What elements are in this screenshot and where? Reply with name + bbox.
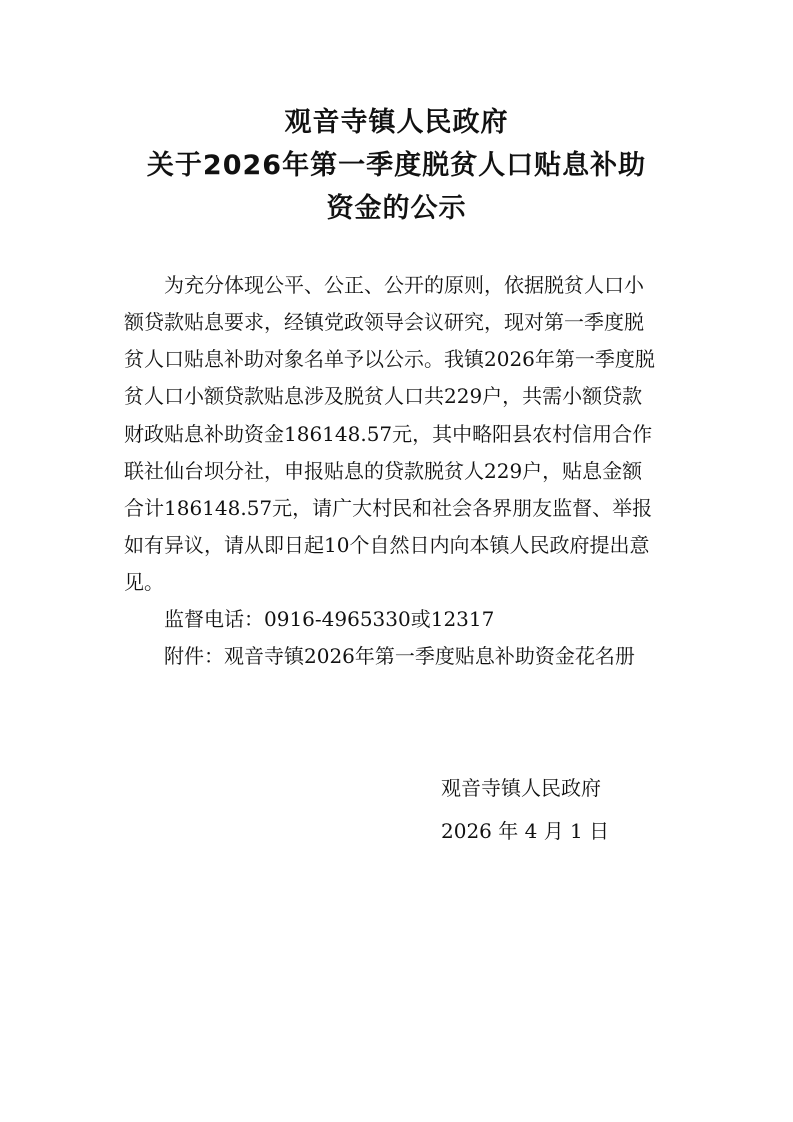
paragraph-line-4: 贫人口小额贷款贴息涉及脱贫人口共229户，共需小额贷款	[124, 384, 643, 408]
paragraph-line-1: 为充分体现公平、公正、公开的原则，依据脱贫人口小	[164, 273, 644, 297]
title-line-2: 关于2026年第一季度脱贫人口贴息补助	[146, 150, 647, 181]
attachment-note: 附件：观音寺镇2026年第一季度贴息补助资金花名册	[164, 644, 635, 668]
paragraph-line-3: 贫人口贴息补助对象名单予以公示。我镇2026年第一季度脱	[124, 347, 655, 371]
paragraph-line-2: 额贷款贴息要求，经镇党政领导会议研究，现对第一季度脱	[124, 310, 644, 334]
paragraph-line-6: 联社仙台坝分社，申报贴息的贷款脱贫人229户，贴息金额	[124, 459, 643, 483]
paragraph-line-8: 如有异议，请从即日起10个自然日内向本镇人民政府提出意	[124, 533, 650, 557]
title-line-1: 观音寺镇人民政府	[284, 107, 509, 138]
title-line-3: 资金的公示	[326, 193, 467, 224]
signature-organization: 观音寺镇人民政府	[441, 776, 601, 800]
signature-date: 2026 年 4 月 1 日	[441, 819, 610, 843]
paragraph-line-5: 财政贴息补助资金186148.57元，其中略阳县农村信用合作	[124, 422, 653, 446]
paragraph-line-9: 见。	[124, 570, 164, 594]
paragraph-line-7: 合计186148.57元，请广大村民和社会各界朋友监督、举报	[124, 496, 653, 520]
supervision-phone: 监督电话：0916-4965330或12317	[164, 607, 495, 631]
